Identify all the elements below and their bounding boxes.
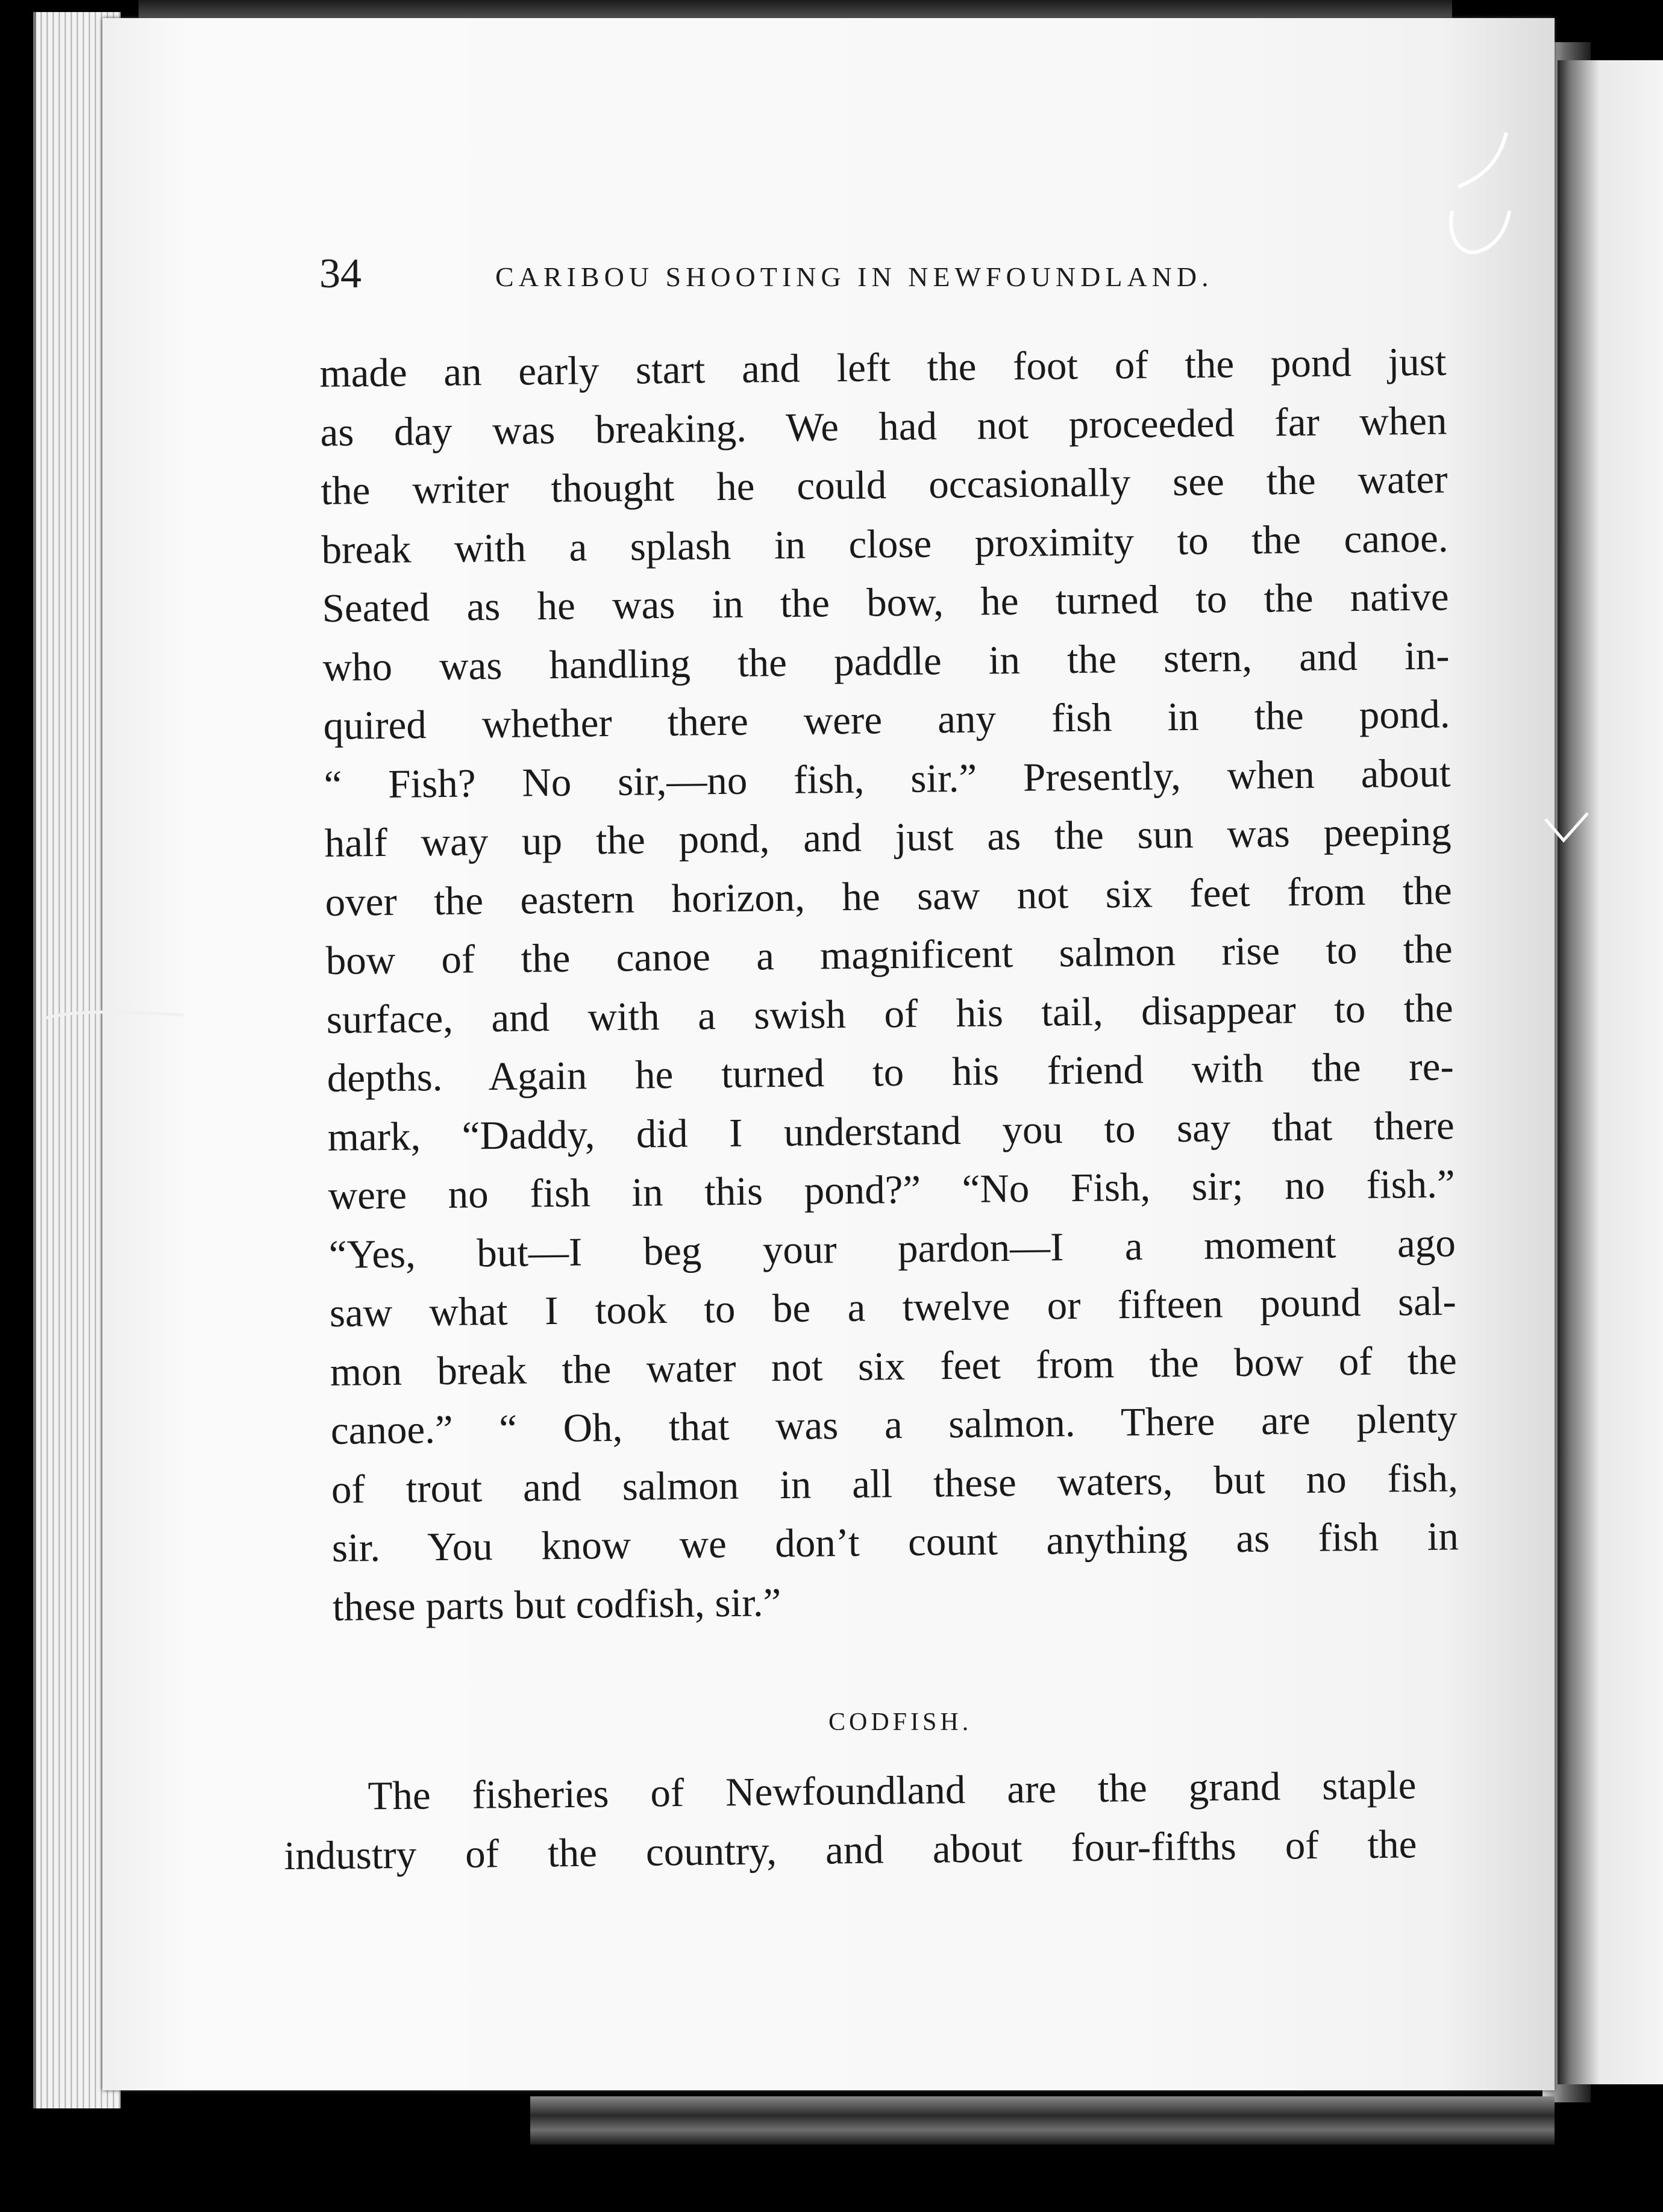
text-line: sir. You know we don’t count anything as fish in bbox=[331, 1514, 1459, 1570]
text-line: these parts but codfish, sir.” bbox=[332, 1579, 781, 1629]
text-line: depths. Again he turned to his friend with the re- bbox=[327, 1044, 1455, 1101]
page-number: 34 bbox=[319, 251, 362, 297]
text-line: canoe.” “ Oh, that was a salmon. There are plenty bbox=[330, 1396, 1458, 1453]
text-line: half way up the pond, and just as the sun was peeping bbox=[324, 809, 1452, 866]
text-line: “ Fish? No sir,—no fish, sir.” Presently, when about bbox=[324, 750, 1451, 807]
text-line: mark, “Daddy, did I understand you to say that there bbox=[327, 1102, 1455, 1160]
page-header bbox=[319, 247, 1344, 301]
book-bottom-binding bbox=[530, 2096, 1555, 2145]
text-line: industry of the country, and about four-fifths of the bbox=[284, 1821, 1417, 1878]
text-line: surface, and with a swish of his tail, disappear to the bbox=[326, 985, 1454, 1042]
text-line: who was handling the paddle in the stern, and in- bbox=[322, 633, 1450, 690]
section-heading: CODFISH. bbox=[828, 1708, 972, 1736]
text-line: as day was breaking. We had not proceeded far when bbox=[320, 398, 1447, 455]
text-line: quired whether there were any fish in the pond. bbox=[323, 692, 1450, 748]
main-paragraph bbox=[319, 333, 1459, 1636]
text-line: made an early start and left the foot of the pond just bbox=[319, 339, 1447, 396]
text-line: of trout and salmon in all these waters, but no fish, bbox=[331, 1455, 1459, 1512]
running-title: CARIBOU SHOOTING IN NEWFOUNDLAND. bbox=[495, 261, 1214, 292]
text-line: bow of the canoe a magnificent salmon rise to the bbox=[325, 926, 1453, 983]
text-line: the writer thought he could occasionally see the water bbox=[321, 457, 1448, 513]
text-line: were no fish in this pond?” “No Fish, sir; no fish.” bbox=[328, 1161, 1456, 1218]
text-line: mon break the water not six feet from the bow of the bbox=[330, 1337, 1458, 1395]
text-line: over the eastern horizon, he saw not six feet from the bbox=[325, 867, 1452, 925]
facing-page-edge bbox=[1558, 60, 1663, 2084]
text-line: break with a splash in close proximity to the canoe. bbox=[321, 515, 1448, 572]
section-paragraph bbox=[283, 1756, 1417, 1886]
scribble-mark-icon bbox=[1440, 120, 1518, 265]
tick-mark-icon bbox=[1539, 807, 1594, 861]
text-line: “Yes, but—I beg your pardon—I a moment ago bbox=[328, 1220, 1456, 1277]
margin-stroke-icon bbox=[42, 1003, 187, 1027]
text-line: saw what I took to be a twelve or fifteen pound sal- bbox=[329, 1279, 1457, 1336]
text-line: The fisheries of Newfoundland are the grand staple bbox=[368, 1763, 1417, 1819]
text-line: Seated as he was in the bow, he turned to the native bbox=[322, 574, 1449, 631]
